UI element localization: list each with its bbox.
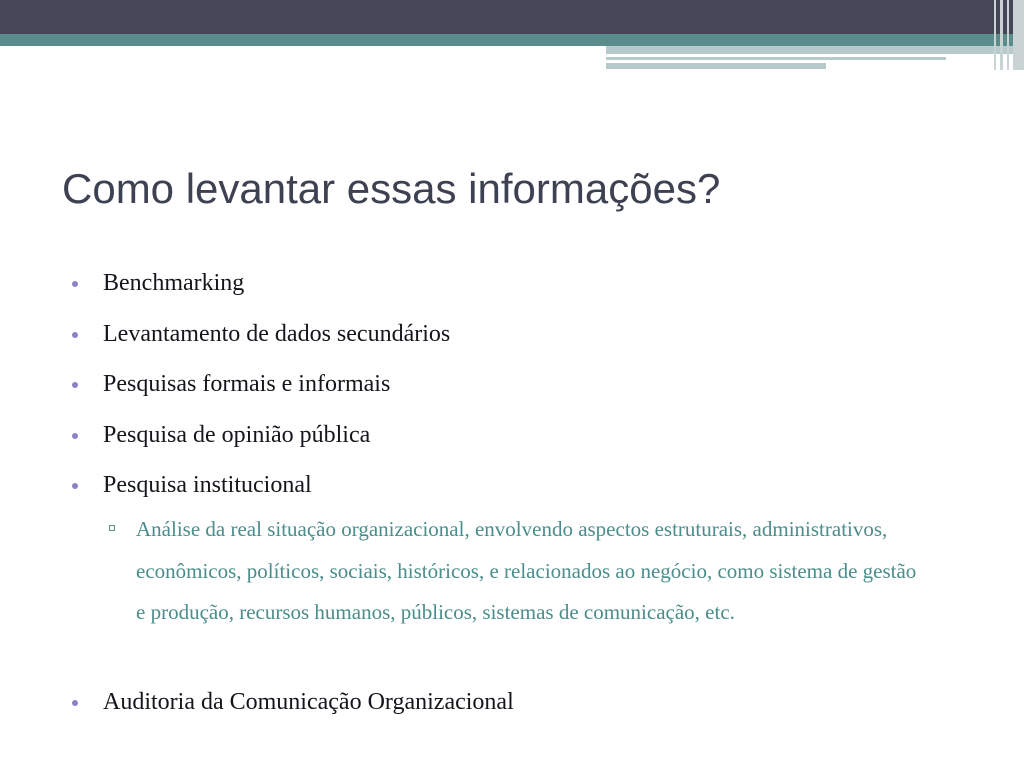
header-accent-line bbox=[606, 57, 946, 60]
bullet-text: Pesquisas formais e informais bbox=[103, 371, 391, 397]
bullet-dot-icon bbox=[72, 332, 78, 338]
bullet-text: Pesquisa institucional bbox=[103, 472, 312, 498]
bullet-text: Pesquisa de opinião pública bbox=[103, 421, 371, 448]
list-item bbox=[0, 264, 1024, 315]
square-bullet-icon bbox=[109, 525, 115, 531]
bullet-dot-icon bbox=[72, 700, 78, 706]
header-accent-bar-short bbox=[606, 63, 826, 69]
header-dark-bar bbox=[0, 0, 1024, 34]
sub-bullet-text: Análise da real situação organizacional, envolvendo aspectos estruturais, administrativos, econômicos, políticos, sociais, históricos, e relacionados ao negócio, como sistema de gestão e produção, recursos humanos, públicos, sistemas de comunicação, etc. bbox=[136, 517, 917, 624]
list-item bbox=[0, 365, 1024, 416]
bullet-dot-icon bbox=[72, 433, 78, 439]
list-item bbox=[0, 315, 1024, 366]
list-item bbox=[0, 683, 1024, 723]
header-teal-bar bbox=[0, 34, 1024, 46]
header-vertical-stripes bbox=[990, 0, 1024, 70]
list-item bbox=[0, 416, 1024, 467]
bullet-text: Auditoria da Comunicação Organizacional bbox=[103, 689, 514, 715]
bullet-dot-icon bbox=[72, 483, 78, 489]
bullet-dot-icon bbox=[72, 281, 78, 287]
header-accent-bar bbox=[606, 46, 1024, 54]
bullet-text: Benchmarking bbox=[103, 270, 245, 296]
slide-title: Como levantar essas informações? bbox=[62, 165, 721, 212]
bullet-text: Levantamento de dados secundários bbox=[103, 320, 451, 347]
bullet-list bbox=[0, 264, 1024, 517]
bullet-dot-icon bbox=[72, 382, 78, 388]
